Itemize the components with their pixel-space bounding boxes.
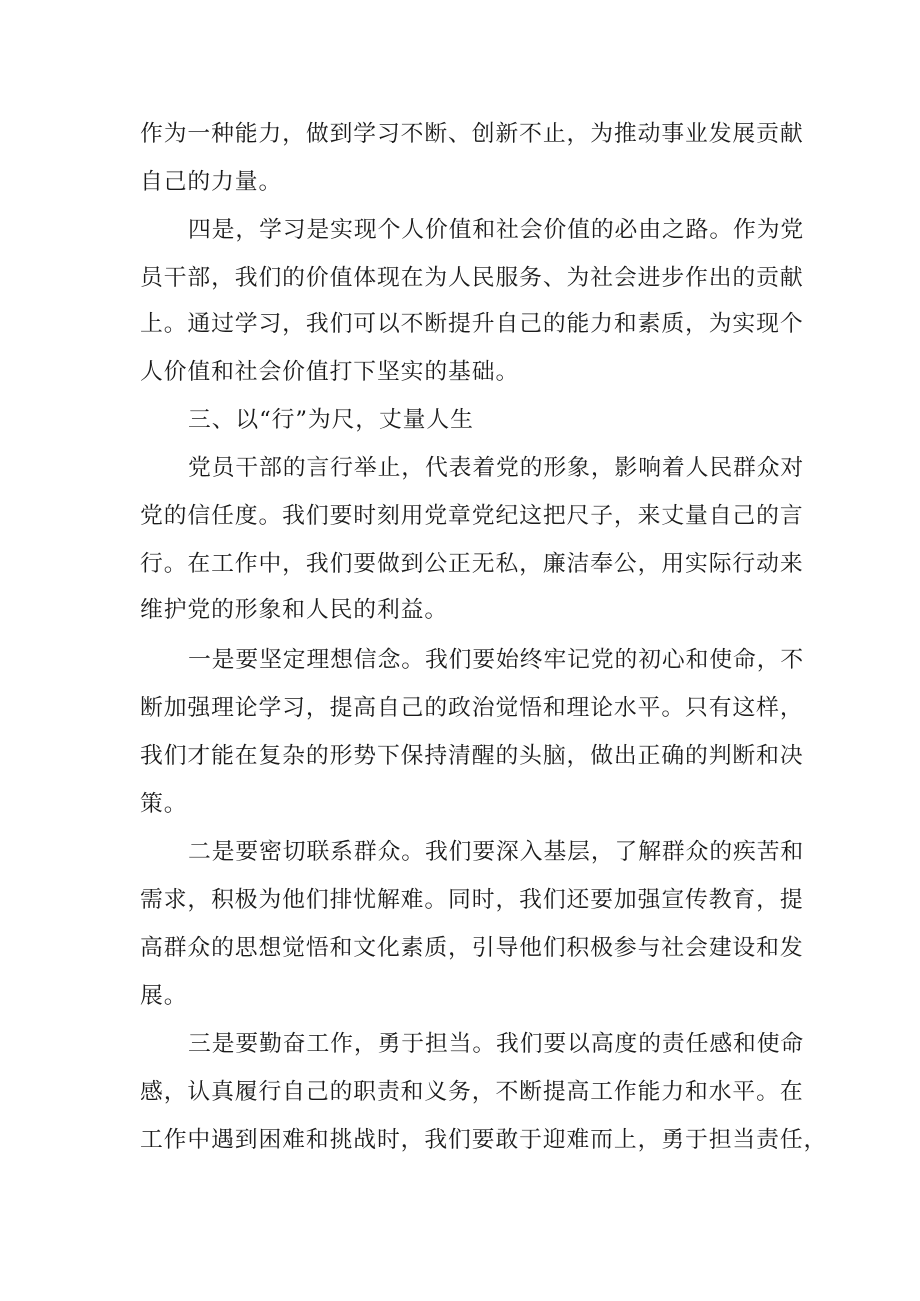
text-line: 一是要坚定理想信念。我们要始终牢记党的初心和使命，不 [188, 647, 805, 673]
text-line: 需求，积极为他们排忧解难。同时，我们还要加强宣传教育，提 [140, 887, 804, 913]
text-line: 展。 [140, 983, 188, 1009]
text-line: 自己的力量。 [140, 169, 283, 195]
text-line: 高群众的思想觉悟和文化素质，引导他们积极参与社会建设和发 [140, 935, 804, 961]
text-line: 二是要密切联系群众。我们要深入基层，了解群众的疾苦和 [188, 839, 805, 865]
text-line: 作为一种能力，做到学习不断、创新不止，为推动事业发展贡献 [140, 121, 804, 147]
text-line: 三是要勤奋工作，勇于担当。我们要以高度的责任感和使命 [188, 1031, 805, 1057]
text-line: 断加强理论学习，提高自己的政治觉悟和理论水平。只有这样， [140, 695, 804, 721]
text-line: 党员干部的言行举止，代表着党的形象，影响着人民群众对 [188, 455, 805, 481]
text-line: 员干部，我们的价值体现在为人民服务、为社会进步作出的贡献 [140, 265, 804, 291]
text-line: 党的信任度。我们要时刻用党章党纪这把尺子，来丈量自己的言 [140, 503, 804, 529]
text-line: 策。 [140, 791, 188, 817]
text-line: 工作中遇到困难和挑战时，我们要敢于迎难而上，勇于担当责任， [140, 1127, 828, 1153]
text-line: 四是，学习是实现个人价值和社会价值的必由之路。作为党 [188, 217, 805, 243]
text-line: 行。在工作中，我们要做到公正无私，廉洁奉公，用实际行动来 [140, 551, 804, 577]
text-line: 人价值和社会价值打下坚实的基础。 [140, 359, 520, 385]
text-line: 上。通过学习，我们可以不断提升自己的能力和素质，为实现个 [140, 311, 804, 337]
text-line: 感，认真履行自己的职责和义务，不断提高工作能力和水平。在 [140, 1079, 804, 1105]
text-line: 我们才能在复杂的形势下保持清醒的头脑，做出正确的判断和决 [140, 743, 804, 769]
text-line: 维护党的形象和人民的利益。 [140, 597, 449, 623]
section-heading: 三、以“行”为尺，丈量人生 [188, 407, 474, 433]
